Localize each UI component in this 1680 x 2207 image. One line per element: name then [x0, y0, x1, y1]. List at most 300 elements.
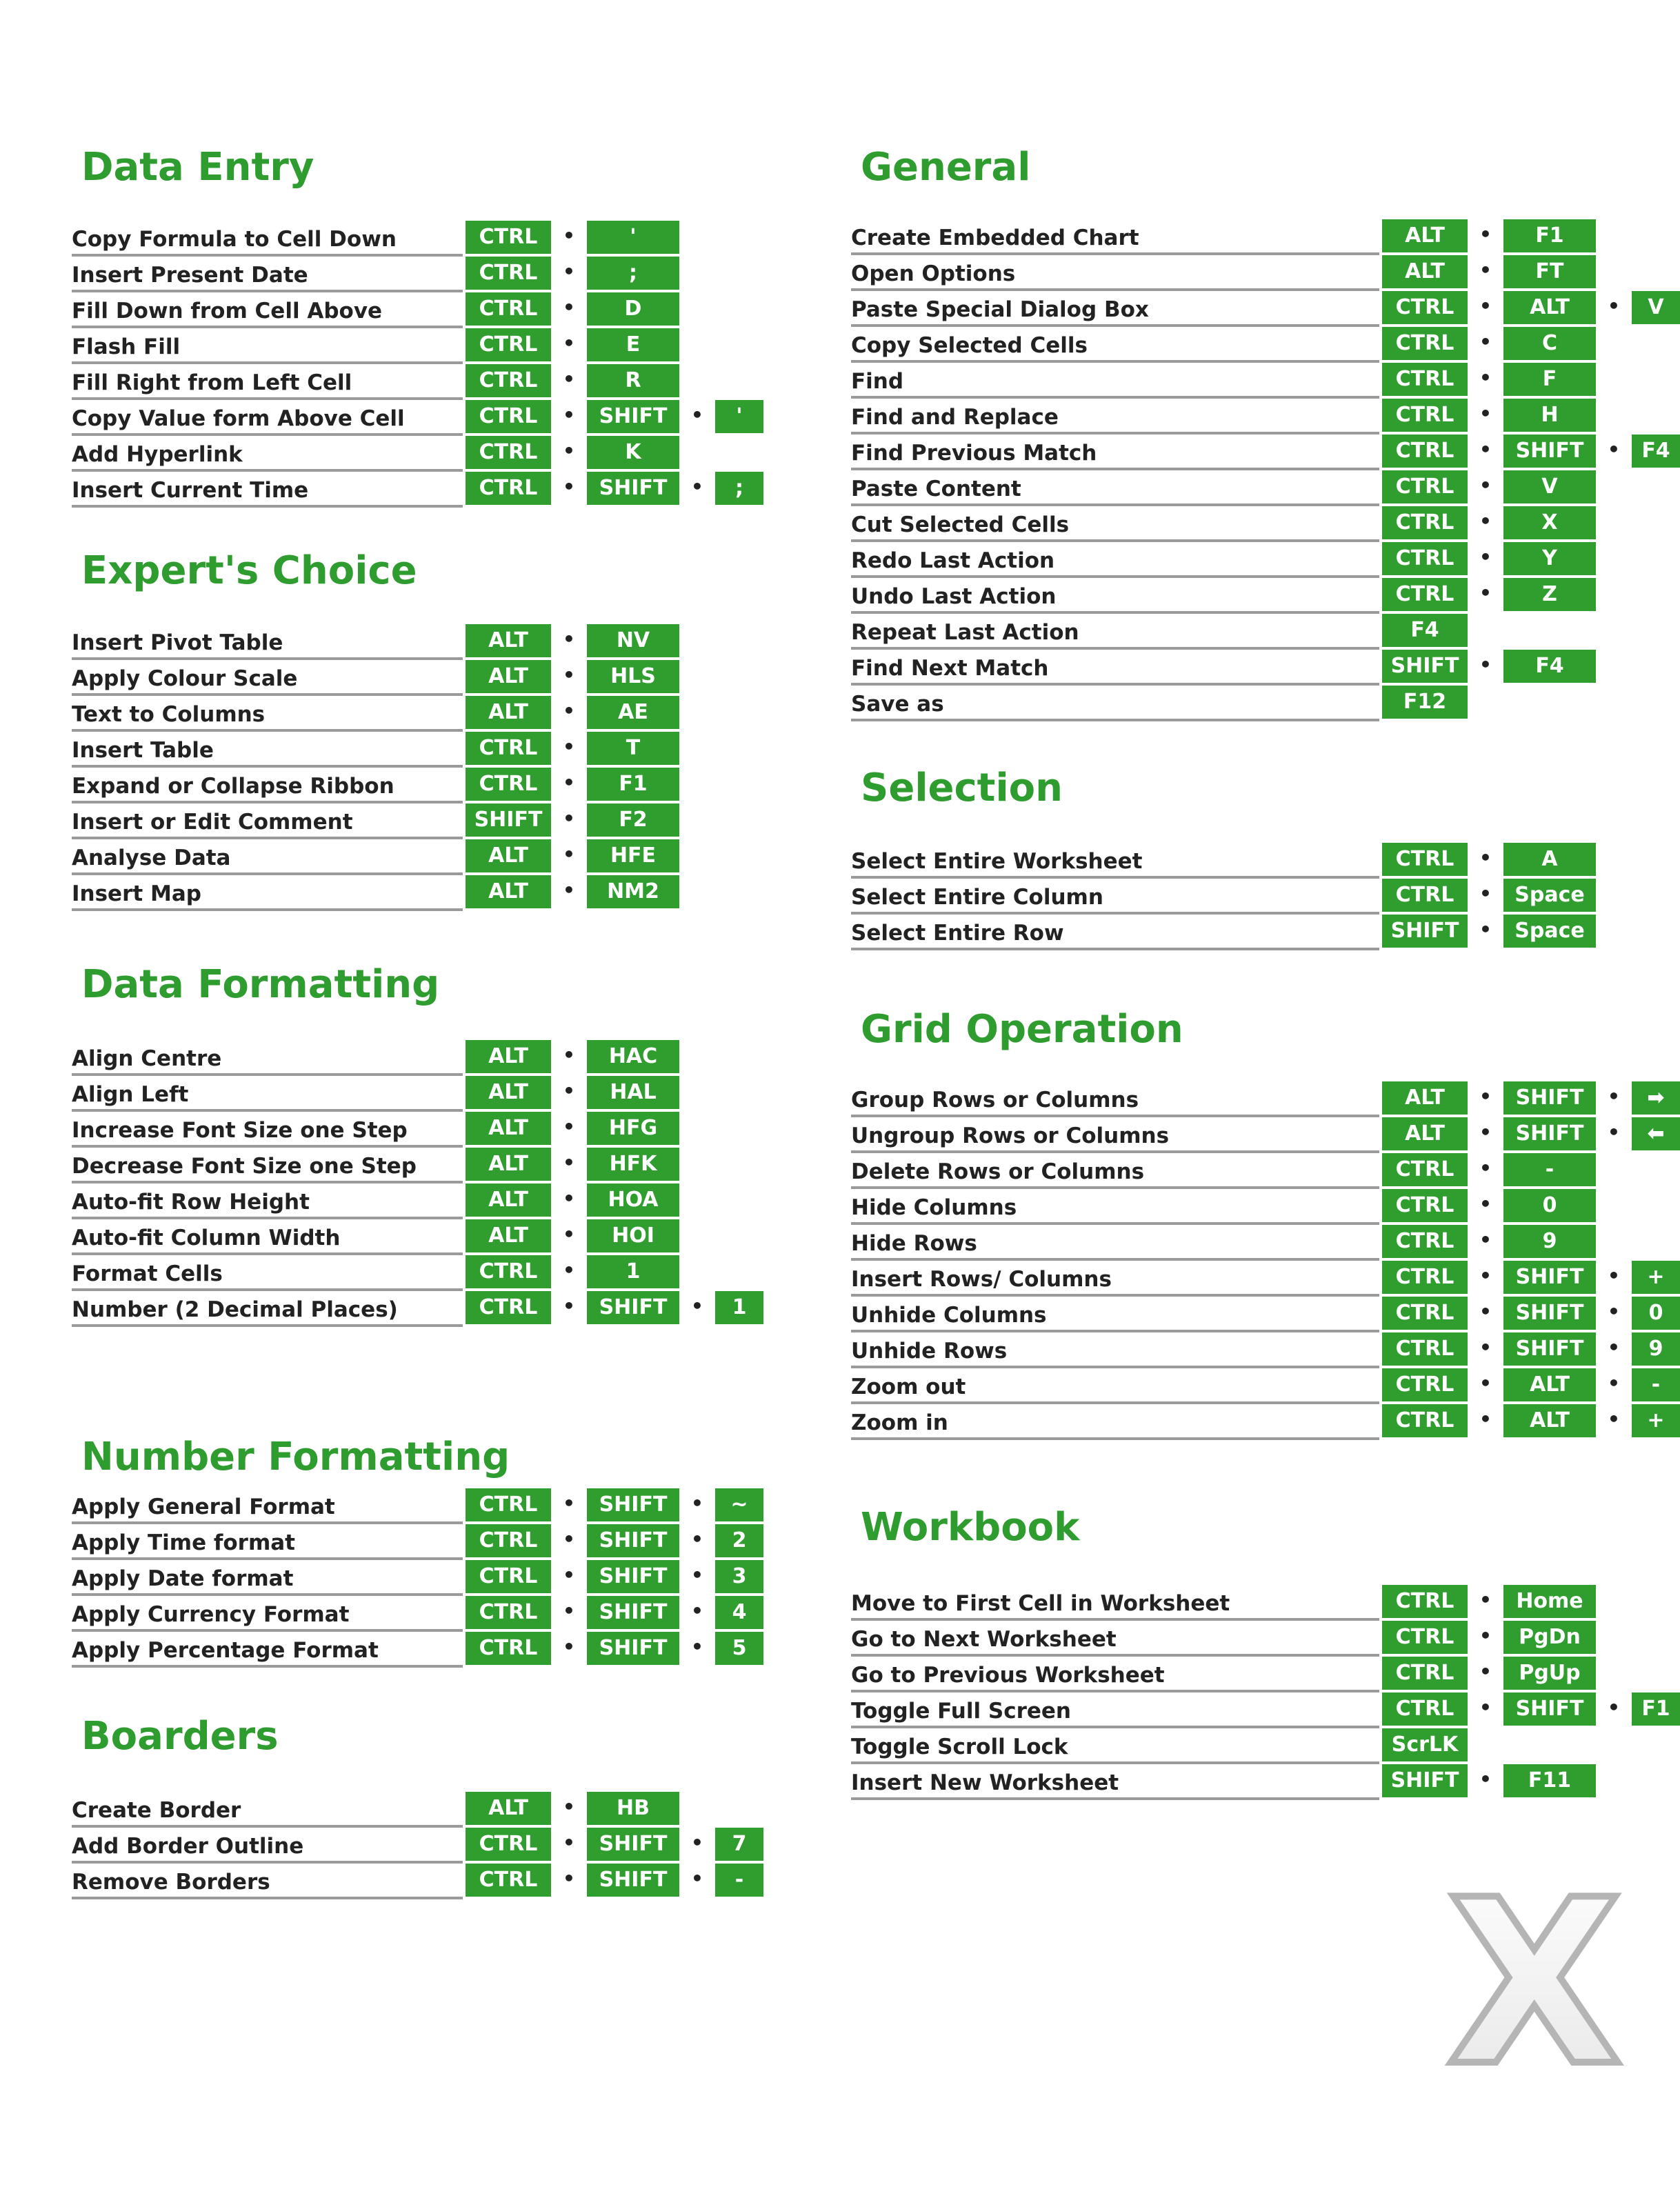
- key-separator-dot: •: [1608, 1300, 1620, 1323]
- shortcut-label: Find: [851, 364, 1379, 399]
- key-separator-dot: •: [1479, 918, 1492, 941]
- key-ctrl: CTRL: [466, 1524, 551, 1557]
- key-alt: ALT: [1382, 1117, 1468, 1150]
- key-separator-dot: •: [1479, 1660, 1492, 1683]
- shortcut-label: Zoom out: [851, 1370, 1379, 1404]
- key-9: 9: [1503, 1225, 1596, 1258]
- key-separator-dot: •: [563, 403, 575, 426]
- key-separator-dot: •: [1479, 1085, 1492, 1108]
- key-symbol: ➡: [1632, 1081, 1680, 1115]
- key-separator-dot: •: [563, 368, 575, 390]
- key-v: V: [1632, 291, 1680, 324]
- shortcut-label: Create Border: [72, 1793, 463, 1828]
- key-ctrl: CTRL: [1382, 542, 1468, 575]
- key-separator-dot: •: [1479, 1408, 1492, 1430]
- key-alt: ALT: [1503, 291, 1596, 324]
- shortcut-row: [821, 1332, 1663, 1368]
- key-ctrl: CTRL: [1382, 1585, 1468, 1618]
- shortcut-label: Delete Rows or Columns: [851, 1155, 1379, 1189]
- key-pgup: PgUp: [1503, 1657, 1596, 1690]
- key-separator-dot: •: [1479, 330, 1492, 353]
- key-symbol: +: [1632, 1261, 1680, 1294]
- key-y: Y: [1503, 542, 1596, 575]
- key-alt: ALT: [466, 1219, 551, 1252]
- key-scrlk: ScrLK: [1382, 1728, 1468, 1761]
- key-ctrl: CTRL: [1382, 363, 1468, 396]
- key-symbol: -: [1503, 1153, 1596, 1186]
- key-separator-dot: •: [1608, 1085, 1620, 1108]
- key-0: 0: [1632, 1297, 1680, 1330]
- key-ctrl: CTRL: [466, 364, 551, 397]
- key-k: K: [587, 436, 679, 469]
- shortcut-label: Go to Previous Worksheet: [851, 1658, 1379, 1692]
- key-f4: F4: [1503, 650, 1596, 683]
- key-separator-dot: •: [1608, 1696, 1620, 1719]
- shortcut-row: [821, 686, 1655, 721]
- key-f4: F4: [1632, 435, 1680, 468]
- key-ctrl: CTRL: [466, 436, 551, 469]
- shortcut-label: Go to Next Worksheet: [851, 1622, 1379, 1657]
- key-alt: ALT: [466, 1148, 551, 1181]
- key-alt: ALT: [466, 696, 551, 729]
- shortcut-label: Apply Time format: [72, 1526, 463, 1560]
- shortcut-row: [0, 1792, 821, 1828]
- shortcut-label: Insert Rows/ Columns: [851, 1262, 1379, 1297]
- shortcut-row: [821, 291, 1664, 327]
- key-shift: SHIFT: [1382, 915, 1468, 948]
- shortcut-label: Increase Font Size one Step: [72, 1113, 463, 1148]
- key-separator-dot: •: [1479, 546, 1492, 568]
- key-ctrl: CTRL: [1382, 1657, 1468, 1690]
- section-title-number-formatting: Number Formatting: [81, 1435, 510, 1479]
- shortcut-row: [821, 1657, 1655, 1692]
- key-separator-dot: •: [1608, 1408, 1620, 1430]
- key-ae: AE: [587, 696, 679, 729]
- key-separator-dot: •: [1479, 294, 1492, 317]
- key-space: Space: [1503, 879, 1596, 912]
- key-r: R: [587, 364, 679, 397]
- key-separator-dot: •: [563, 699, 575, 722]
- key-alt: ALT: [466, 660, 551, 693]
- key-ctrl: CTRL: [1382, 1261, 1468, 1294]
- key-separator-dot: •: [1479, 1300, 1492, 1323]
- key-f12: F12: [1382, 686, 1468, 719]
- key-shift: SHIFT: [1382, 1764, 1468, 1797]
- key-separator-dot: •: [1479, 1768, 1492, 1790]
- key-f: F: [1503, 363, 1596, 396]
- key-separator-dot: •: [1608, 294, 1620, 317]
- key-ctrl: CTRL: [1382, 435, 1468, 468]
- shortcut-row: [821, 1764, 1655, 1800]
- shortcut-label: Apply Currency Format: [72, 1597, 463, 1632]
- key-ctrl: CTRL: [466, 1255, 551, 1288]
- key-separator-dot: •: [563, 1259, 575, 1281]
- shortcut-row: [821, 470, 1655, 506]
- key-1: 1: [587, 1255, 679, 1288]
- key-separator-dot: •: [1479, 1192, 1492, 1215]
- key-ctrl: CTRL: [1382, 1332, 1468, 1366]
- key-separator-dot: •: [563, 1187, 575, 1210]
- key-separator-dot: •: [563, 1831, 575, 1854]
- key-z: Z: [1503, 578, 1596, 611]
- key-alt: ALT: [1503, 1404, 1596, 1437]
- shortcut-label: Add Hyperlink: [72, 437, 463, 472]
- shortcut-label: Align Centre: [72, 1041, 463, 1076]
- shortcut-row: [0, 803, 821, 839]
- key-separator-dot: •: [563, 224, 575, 247]
- shortcut-label: Redo Last Action: [851, 543, 1379, 578]
- shortcut-row: [0, 1524, 821, 1560]
- key-alt: ALT: [1382, 1081, 1468, 1115]
- shortcut-row: [0, 292, 821, 328]
- shortcut-list-data-formatting: [0, 1040, 821, 1327]
- key-ctrl: CTRL: [466, 1828, 551, 1861]
- shortcut-label: Paste Special Dialog Box: [851, 292, 1379, 327]
- key-alt: ALT: [466, 875, 551, 908]
- key-home: Home: [1503, 1585, 1596, 1618]
- key-ctrl: CTRL: [1382, 327, 1468, 360]
- key-f2: F2: [587, 803, 679, 837]
- key-separator-dot: •: [563, 663, 575, 686]
- key-separator-dot: •: [1479, 1264, 1492, 1287]
- shortcut-label: Hide Rows: [851, 1226, 1379, 1261]
- shortcut-row: [0, 624, 821, 660]
- shortcut-label: Copy Formula to Cell Down: [72, 222, 463, 257]
- shortcut-row: [821, 614, 1655, 650]
- key-separator-dot: •: [563, 1599, 575, 1622]
- shortcut-label: Insert or Edit Comment: [72, 805, 463, 839]
- key-separator-dot: •: [691, 403, 703, 426]
- key-separator-dot: •: [1479, 1624, 1492, 1647]
- key-shift: SHIFT: [587, 1524, 679, 1557]
- key-separator-dot: •: [1479, 1157, 1492, 1179]
- shortcut-row: [821, 879, 1655, 915]
- key-separator-dot: •: [1608, 1336, 1620, 1359]
- shortcut-label: Copy Value form Above Cell: [72, 401, 463, 436]
- key-ctrl: CTRL: [466, 1560, 551, 1593]
- shortcut-row: [821, 578, 1655, 614]
- shortcut-label: Paste Content: [851, 472, 1379, 506]
- shortcut-list-boarders: [0, 1792, 821, 1899]
- key-shift: SHIFT: [587, 1864, 679, 1897]
- key-e: E: [587, 328, 679, 361]
- key-separator-dot: •: [1479, 1228, 1492, 1251]
- shortcut-row: [0, 1560, 821, 1596]
- shortcut-row: [821, 1585, 1655, 1621]
- key-space: Space: [1503, 915, 1596, 948]
- shortcut-label: Apply Date format: [72, 1561, 463, 1596]
- section-title-grid-operation: Grid Operation: [861, 1007, 1183, 1052]
- key-ctrl: CTRL: [466, 1291, 551, 1324]
- key-nv: NV: [587, 624, 679, 657]
- key-alt: ALT: [466, 1076, 551, 1109]
- key-ctrl: CTRL: [1382, 470, 1468, 503]
- key-hoa: HOA: [587, 1184, 679, 1217]
- key-9: 9: [1632, 1332, 1680, 1366]
- key-ctrl: CTRL: [1382, 506, 1468, 539]
- shortcut-row: [0, 1112, 821, 1148]
- shortcut-row: [821, 1189, 1655, 1225]
- key-symbol: +: [1632, 1404, 1680, 1437]
- key-symbol: ⬅: [1632, 1117, 1680, 1150]
- key-hac: HAC: [587, 1040, 679, 1073]
- key-7: 7: [715, 1828, 763, 1861]
- key-shift: SHIFT: [1503, 1692, 1596, 1726]
- key-separator-dot: •: [563, 735, 575, 758]
- key-ctrl: CTRL: [1382, 1225, 1468, 1258]
- key-shift: SHIFT: [587, 1828, 679, 1861]
- key-separator-dot: •: [691, 1295, 703, 1317]
- key-v: V: [1503, 470, 1596, 503]
- shortcut-label: Insert Present Date: [72, 258, 463, 292]
- key-separator-dot: •: [1608, 438, 1620, 461]
- key-a: A: [1503, 843, 1596, 876]
- key-separator-dot: •: [563, 1492, 575, 1515]
- key-shift: SHIFT: [1503, 1297, 1596, 1330]
- key-alt: ALT: [466, 1184, 551, 1217]
- excel-x-icon: [1445, 1851, 1624, 2116]
- shortcut-label: Insert Pivot Table: [72, 626, 463, 660]
- key-ctrl: CTRL: [466, 1488, 551, 1521]
- shortcut-row: [0, 1596, 821, 1632]
- section-title-data-entry: Data Entry: [81, 145, 314, 190]
- shortcut-row: [821, 435, 1670, 470]
- key-hoi: HOI: [587, 1219, 679, 1252]
- shortcut-row: [0, 400, 821, 436]
- key-ctrl: CTRL: [1382, 879, 1468, 912]
- key-separator-dot: •: [563, 1115, 575, 1138]
- section-title-general: General: [861, 145, 1031, 190]
- key-ctrl: CTRL: [1382, 1621, 1468, 1654]
- key-ctrl: CTRL: [466, 1632, 551, 1665]
- shortcut-label: Insert Current Time: [72, 473, 463, 508]
- shortcut-label: Copy Selected Cells: [851, 328, 1379, 363]
- shortcut-row: [821, 255, 1655, 291]
- shortcut-row: [0, 1184, 821, 1219]
- key-ctrl: CTRL: [1382, 1153, 1468, 1186]
- shortcut-label: Add Border Outline: [72, 1829, 463, 1864]
- shortcut-row: [0, 1828, 821, 1864]
- shortcut-row: [0, 257, 821, 292]
- shortcut-list-grid-operation: [821, 1081, 1665, 1440]
- shortcut-row: [0, 1076, 821, 1112]
- key-separator-dot: •: [563, 628, 575, 650]
- key-symbol: ': [587, 221, 679, 254]
- key-symbol: -: [1632, 1368, 1680, 1401]
- shortcut-label: Unhide Rows: [851, 1334, 1379, 1368]
- shortcut-label: Insert Table: [72, 733, 463, 768]
- key-shift: SHIFT: [1503, 1332, 1596, 1366]
- key-symbol: ~: [715, 1488, 763, 1521]
- key-0: 0: [1503, 1189, 1596, 1222]
- key-ctrl: CTRL: [1382, 578, 1468, 611]
- key-separator-dot: •: [691, 1564, 703, 1586]
- key-ctrl: CTRL: [466, 1864, 551, 1897]
- key-ctrl: CTRL: [466, 292, 551, 326]
- key-separator-dot: •: [563, 1223, 575, 1246]
- key-ctrl: CTRL: [1382, 843, 1468, 876]
- key-ctrl: CTRL: [1382, 1189, 1468, 1222]
- shortcut-row: [821, 1368, 1661, 1404]
- shortcut-list-experts-choice: [0, 624, 821, 911]
- shortcut-row: [821, 542, 1655, 578]
- key-shift: SHIFT: [587, 400, 679, 433]
- shortcut-row: [0, 1219, 821, 1255]
- key-separator-dot: •: [691, 475, 703, 498]
- key-t: T: [587, 732, 679, 765]
- key-separator-dot: •: [1479, 653, 1492, 676]
- shortcut-list-workbook: [821, 1585, 1670, 1800]
- key-5: 5: [715, 1632, 763, 1665]
- key-nm2: NM2: [587, 875, 679, 908]
- key-alt: ALT: [466, 839, 551, 872]
- key-separator-dot: •: [1479, 438, 1492, 461]
- key-ctrl: CTRL: [1382, 1368, 1468, 1401]
- shortcut-label: Save as: [851, 687, 1379, 721]
- shortcut-label: Auto-fit Row Height: [72, 1185, 463, 1219]
- shortcut-row: [821, 1225, 1655, 1261]
- shortcut-label: Apply Colour Scale: [72, 661, 463, 696]
- section-title-selection: Selection: [861, 766, 1063, 810]
- shortcut-row: [821, 399, 1655, 435]
- shortcut-label: Select Entire Row: [851, 916, 1379, 950]
- key-ctrl: CTRL: [466, 221, 551, 254]
- key-separator-dot: •: [563, 439, 575, 462]
- shortcut-label: Find Previous Match: [851, 436, 1379, 470]
- shortcut-row: [821, 219, 1655, 255]
- shortcut-row: [0, 768, 821, 803]
- key-separator-dot: •: [563, 1867, 575, 1890]
- key-separator-dot: •: [563, 332, 575, 354]
- key-separator-dot: •: [1608, 1264, 1620, 1287]
- key-1: 1: [715, 1291, 763, 1324]
- shortcut-label: Zoom in: [851, 1406, 1379, 1440]
- key-separator-dot: •: [563, 1079, 575, 1102]
- shortcut-row: [0, 1632, 821, 1668]
- shortcut-label: Toggle Scroll Lock: [851, 1730, 1379, 1764]
- shortcut-label: Analyse Data: [72, 841, 463, 875]
- key-separator-dot: •: [1479, 882, 1492, 905]
- section-title-boarders: Boarders: [81, 1714, 279, 1759]
- key-separator-dot: •: [563, 1295, 575, 1317]
- shortcut-row: [0, 1488, 821, 1524]
- key-separator-dot: •: [563, 1528, 575, 1550]
- section-title-experts-choice: Expert's Choice: [81, 548, 417, 593]
- shortcut-label: Auto-fit Column Width: [72, 1221, 463, 1255]
- key-ctrl: CTRL: [466, 472, 551, 505]
- key-separator-dot: •: [1479, 366, 1492, 389]
- key-shift: SHIFT: [1382, 650, 1468, 683]
- key-alt: ALT: [1382, 255, 1468, 288]
- key-alt: ALT: [1503, 1368, 1596, 1401]
- shortcut-row: [821, 363, 1655, 399]
- key-3: 3: [715, 1560, 763, 1593]
- key-separator-dot: •: [1479, 1696, 1492, 1719]
- shortcut-label: Hide Columns: [851, 1190, 1379, 1225]
- shortcut-row: [821, 1153, 1655, 1189]
- key-separator-dot: •: [563, 296, 575, 319]
- shortcut-row: [0, 1148, 821, 1184]
- key-ctrl: CTRL: [466, 257, 551, 290]
- key-alt: ALT: [466, 1040, 551, 1073]
- key-alt: ALT: [466, 624, 551, 657]
- key-ctrl: CTRL: [1382, 399, 1468, 432]
- shortcut-row: [0, 436, 821, 472]
- key-separator-dot: •: [1479, 402, 1492, 425]
- key-shift: SHIFT: [1503, 1261, 1596, 1294]
- shortcut-row: [821, 915, 1655, 950]
- shortcut-list-selection: [821, 843, 1655, 950]
- shortcut-row: [821, 650, 1655, 686]
- key-hls: HLS: [587, 660, 679, 693]
- shortcut-row: [0, 875, 821, 911]
- shortcut-label: Insert Map: [72, 877, 463, 911]
- key-separator-dot: •: [1479, 259, 1492, 281]
- shortcut-label: Expand or Collapse Ribbon: [72, 769, 463, 803]
- key-hfg: HFG: [587, 1112, 679, 1145]
- shortcut-row: [0, 328, 821, 364]
- shortcut-label: Flash Fill: [72, 330, 463, 364]
- key-separator-dot: •: [563, 260, 575, 283]
- shortcut-list-general: [821, 219, 1670, 721]
- shortcut-label: Apply Percentage Format: [72, 1633, 463, 1668]
- key-separator-dot: •: [563, 1564, 575, 1586]
- key-separator-dot: •: [1479, 223, 1492, 246]
- shortcut-label: Undo Last Action: [851, 579, 1379, 614]
- shortcut-row: [821, 327, 1655, 363]
- key-separator-dot: •: [563, 1043, 575, 1066]
- key-symbol: ;: [587, 257, 679, 290]
- key-shift: SHIFT: [587, 1560, 679, 1593]
- shortcut-row: [821, 1621, 1655, 1657]
- key-separator-dot: •: [563, 475, 575, 498]
- key-d: D: [587, 292, 679, 326]
- key-ctrl: CTRL: [466, 328, 551, 361]
- key-ctrl: CTRL: [1382, 1404, 1468, 1437]
- key-separator-dot: •: [1608, 1372, 1620, 1395]
- key-alt: ALT: [1382, 219, 1468, 252]
- shortcut-label: Open Options: [851, 257, 1379, 291]
- shortcut-label: Fill Right from Left Cell: [72, 366, 463, 400]
- shortcut-label: Text to Columns: [72, 697, 463, 732]
- key-hfe: HFE: [587, 839, 679, 872]
- key-2: 2: [715, 1524, 763, 1557]
- key-c: C: [1503, 327, 1596, 360]
- key-f4: F4: [1382, 614, 1468, 647]
- shortcut-row: [0, 472, 821, 508]
- key-shift: SHIFT: [587, 1596, 679, 1629]
- key-h: H: [1503, 399, 1596, 432]
- key-f1: F1: [1503, 219, 1596, 252]
- key-4: 4: [715, 1596, 763, 1629]
- key-separator-dot: •: [1479, 581, 1492, 604]
- shortcut-label: Cut Selected Cells: [851, 508, 1379, 542]
- key-ctrl: CTRL: [466, 732, 551, 765]
- key-hal: HAL: [587, 1076, 679, 1109]
- shortcut-label: Toggle Full Screen: [851, 1694, 1379, 1728]
- shortcut-label: Number (2 Decimal Places): [72, 1292, 463, 1327]
- key-ctrl: CTRL: [1382, 1692, 1468, 1726]
- shortcut-label: Find and Replace: [851, 400, 1379, 435]
- shortcut-label: Ungroup Rows or Columns: [851, 1119, 1379, 1153]
- key-separator-dot: •: [691, 1528, 703, 1550]
- logo-letter: X: [1446, 1851, 1623, 2116]
- key-hfk: HFK: [587, 1148, 679, 1181]
- key-separator-dot: •: [691, 1599, 703, 1622]
- key-separator-dot: •: [691, 1831, 703, 1854]
- key-ctrl: CTRL: [1382, 1297, 1468, 1330]
- key-shift: SHIFT: [1503, 1081, 1596, 1115]
